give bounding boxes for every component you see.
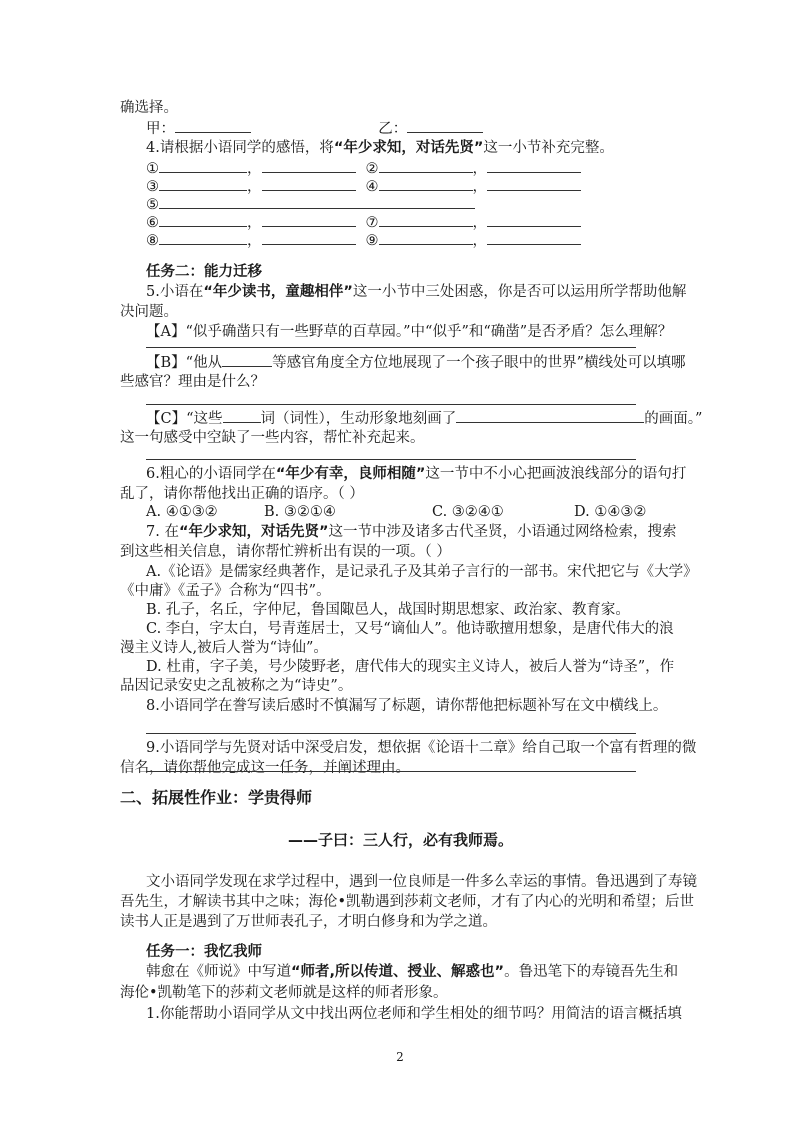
yi-label: 乙： — [378, 121, 408, 137]
answer-line[interactable] — [146, 771, 636, 772]
blank[interactable] — [159, 230, 247, 245]
text-line: 这一句感受中空缺了一些内容，帮忙补充起来。 — [120, 430, 425, 446]
option[interactable]: A.《论语》是儒家经典著作，是记录孔子及其弟子言行的一部书。宋代把它与《大学》 — [146, 564, 698, 580]
fill-row: ⑥ ， ⑦ ， — [146, 212, 581, 233]
blank[interactable] — [262, 176, 356, 191]
fill-row: ⑧ ， ⑨ ， — [146, 230, 581, 251]
blank[interactable] — [222, 352, 272, 367]
blank[interactable] — [487, 212, 581, 227]
blank[interactable] — [487, 158, 581, 173]
blank[interactable] — [379, 212, 473, 227]
section-title: “年少读书，童趣相伴” — [203, 284, 353, 300]
blank[interactable] — [487, 230, 581, 245]
question-9: 9.小语同学与先贤对话中深受启发，想依据《论语十二章》给自己取一个富有哲理的微 — [146, 740, 697, 756]
blank[interactable] — [262, 158, 356, 173]
text-line: 确选择。 — [120, 100, 178, 116]
blank[interactable] — [159, 158, 247, 173]
option[interactable]: C. 李白，字太白，号青莲居士，又号“谪仙人”。他诗歌擅用想象，是唐代伟大的浪 — [146, 621, 674, 637]
option[interactable]: C. ③②④① — [432, 504, 504, 520]
text-line: 信名，请你帮他完成这一任务，并阐述理由。 — [120, 760, 410, 776]
question-4 — [146, 138, 614, 158]
text-line: 到这些相关信息，请你帮忙辨析出有误的一项。（ ） — [120, 544, 451, 560]
blank[interactable] — [487, 176, 581, 191]
question-6: 6.粗心的小语同学在“年少有幸，良师相随”这一节中不小心把画波浪线部分的语句打 — [146, 466, 687, 482]
text-line: 决问题。 — [120, 304, 178, 320]
text-line: 漫主义诗人,被后人誉为“诗仙”。 — [120, 640, 328, 656]
text-line: 乱了，请你帮他找出正确的语序。（ ） — [120, 486, 364, 502]
paragraph-line: 海伦•凯勒笔下的莎莉文老师就是这样的师者形象。 — [120, 985, 448, 1001]
text-line: 《中庸》《孟子》合称为“四书”。 — [120, 583, 331, 599]
section-title: “年少求知，对话先贤” — [178, 524, 329, 540]
blank[interactable] — [379, 230, 473, 245]
option[interactable]: B. ③②①④ — [264, 504, 336, 520]
yi-blank[interactable] — [407, 118, 483, 133]
text-line: 些感官？理由是什么？ — [120, 374, 265, 390]
question-7: 7. 在“年少求知，对话先贤”这一节中涉及诸多古代圣贤，小语通过网络检索，搜索 — [146, 524, 677, 540]
paragraph-line: 吾先生，才解读书其中之味；海伦•凯勒遇到莎莉文老师，才有了内心的光明和希望；后世 — [120, 894, 695, 910]
blank[interactable] — [262, 230, 356, 245]
q4-text: 4.请根据小语同学的感悟，将 — [146, 140, 334, 156]
paragraph-line: 韩愈在《师说》中写道“师者,所以传道、授业、解惑也”。鲁迅笔下的寿镜吾先生和 — [146, 964, 679, 980]
question-5: 5.小语在“年少读书，童趣相伴”这一小节中三处困惑，你是否可以运用所学帮助他解 — [146, 284, 687, 300]
blank[interactable] — [456, 408, 644, 423]
jia-label: 甲： — [146, 121, 175, 137]
blank[interactable] — [159, 176, 247, 191]
question-c: 【C】“这些 词（词性），生动形象地刻画了 的画面。” — [146, 408, 702, 429]
blank[interactable] — [379, 176, 473, 191]
blank[interactable] — [159, 212, 247, 227]
option[interactable]: B. 孔子，名丘，字仲尼，鲁国陬邑人，战国时期思想家、政治家、教育家。 — [146, 602, 630, 618]
page-number: 2 — [396, 1050, 404, 1064]
answer-line[interactable] — [146, 733, 636, 734]
option[interactable]: A. ④①③② — [146, 504, 218, 520]
answer-line[interactable] — [146, 347, 636, 348]
q4-text: 这一小节补充完整。 — [483, 140, 614, 156]
task-heading: 任务一：我忆我师 — [146, 944, 262, 960]
fill-row: ⑤ — [146, 194, 475, 215]
section-heading: 二、拓展性作业：学贵得师 — [120, 788, 313, 807]
quote: ——子曰：三人行，必有我师焉。 — [288, 831, 514, 849]
answer-line[interactable] — [146, 404, 636, 405]
fill-row: ① ， ② ， — [146, 158, 581, 179]
blank[interactable] — [223, 408, 261, 423]
option[interactable]: D. ①④③② — [574, 504, 647, 520]
question-8: 8.小语同学在誊写读后感时不慎漏写了标题，请你帮他把标题补写在文中横线上。 — [146, 698, 668, 714]
quote-text: “师者,所以传道、授业、解惑也” — [291, 964, 505, 980]
blank[interactable] — [262, 212, 356, 227]
answer-line[interactable] — [146, 459, 636, 460]
question-b: 【B】“他从 等感官角度全方位地展现了一个孩子眼中的世界”横线处可以填哪 — [146, 352, 686, 373]
jia-blank[interactable] — [175, 118, 251, 133]
text-line: 品因记录安史之乱被称之为“诗史”。 — [120, 678, 353, 694]
question-a: 【A】“似乎确凿只有一些野草的百草园。”中“似乎”和“确凿”是否矛盾？怎么理解？ — [146, 324, 673, 340]
paragraph-line: 读书人正是遇到了万世师表孔子，才明白修身和为学之道。 — [120, 914, 497, 930]
blank[interactable] — [379, 158, 473, 173]
q3-answer-row — [146, 118, 483, 139]
fill-row: ③ ， ④ ， — [146, 176, 581, 197]
question-1: 1.你能帮助小语同学从文中找出两位老师和学生相处的细节吗？用简洁的语言概括填 — [146, 1006, 682, 1022]
blank[interactable] — [159, 194, 475, 209]
section-title: “年少求知，对话先贤” — [333, 140, 484, 156]
option[interactable]: D. 杜甫，字子美，号少陵野老，唐代伟大的现实主义诗人，被后人誉为“诗圣”，作 — [146, 659, 675, 675]
paragraph-line: 文小语同学发现在求学过程中，遇到一位良师是一件多么幸运的事情。鲁迅遇到了寿镜 — [146, 874, 697, 890]
section-title: “年少有幸，良师相随” — [275, 466, 426, 482]
task-heading: 任务二：能力迁移 — [146, 264, 262, 280]
